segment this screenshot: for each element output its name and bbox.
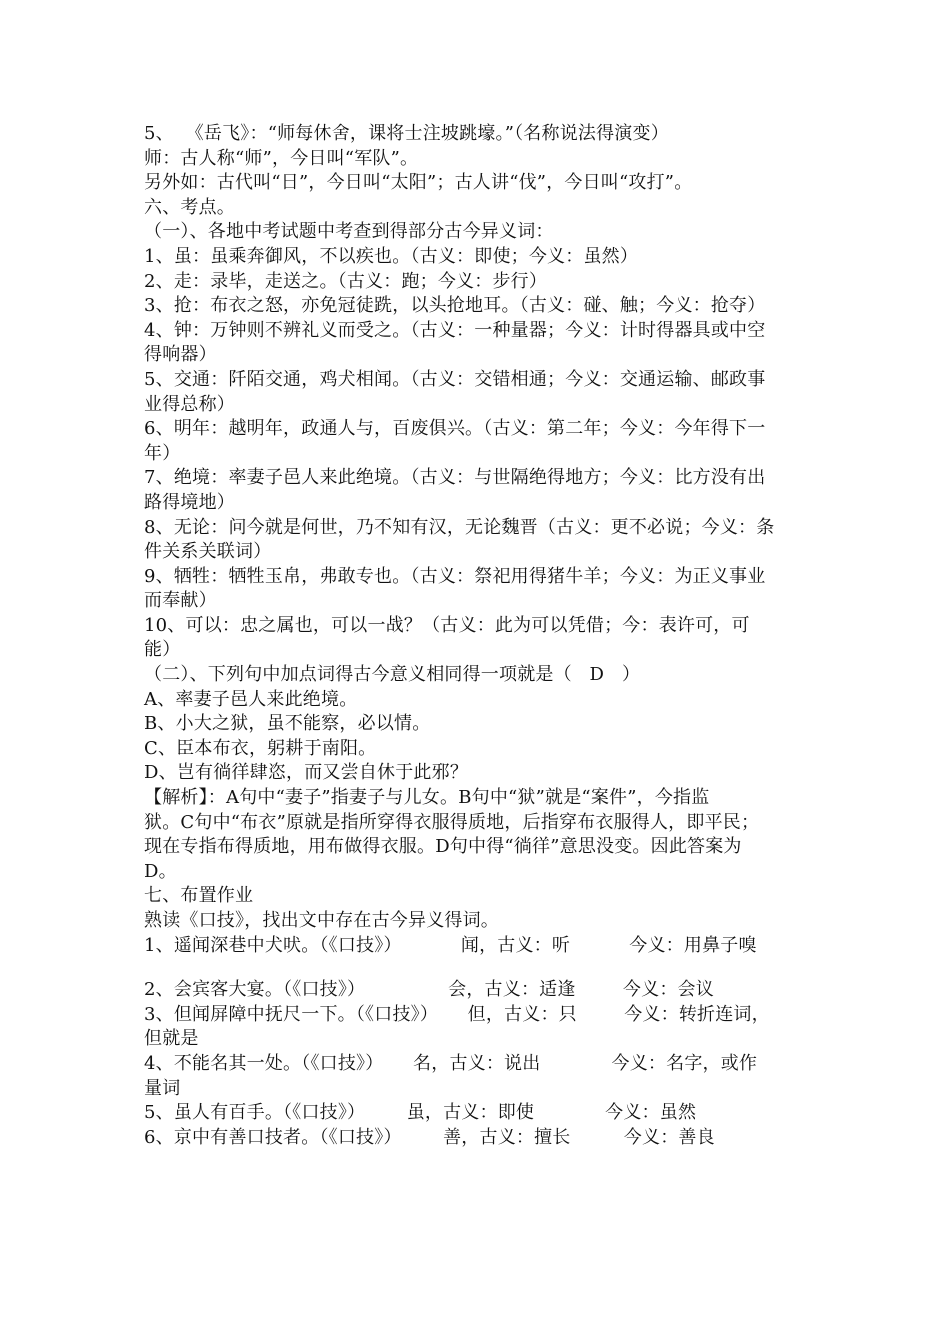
list-item: 2、走：录毕，走送之。（古义：跑；今义：步行） xyxy=(144,270,548,292)
text-line: 另外如：古代叫“日”，今日叫“太阳”；古人讲“伐”，今日叫“攻打”。 xyxy=(144,172,693,194)
option-c: C、臣本布衣，躬耕于南阳。 xyxy=(144,737,377,759)
list-item-continued: 年） xyxy=(144,442,181,464)
analysis-text: D。 xyxy=(144,860,177,882)
list-item: 8、无论：问今就是何世，乃不知有汉，无论魏晋（古义：更不必说；今义：条 xyxy=(144,516,775,538)
homework-item: 1、遥闻深巷中犬吠。（《口技》） 闻，古义：听 今义：用鼻子嗅 xyxy=(144,934,757,956)
homework-item: 6、京中有善口技者。（《口技》） 善，古义：擅长 今义：善良 xyxy=(144,1126,715,1148)
homework-item: 5、虽人有百手。（《口技》） 虽，古义：即使 今义：虽然 xyxy=(144,1102,697,1124)
option-a: A、率妻子邑人来此绝境。 xyxy=(144,688,358,710)
homework-item-continued: 量词 xyxy=(144,1077,181,1099)
homework-item: 3、但闻屏障中抚尺一下。（《口技》） 但，古义：只 今义：转折连词， xyxy=(144,1003,770,1025)
homework-item: 4、不能名其一处。（《口技》） 名，古义：说出 今义：名字，或作 xyxy=(144,1052,758,1074)
list-item: 1、虽：虽乘奔御风，不以疾也。（古义：即使；今义：虽然） xyxy=(144,245,639,267)
homework-item: 2、会宾客大宴。（《口技》） 会，古义：适逢 今义：会议 xyxy=(144,979,714,1001)
text-line: 师：古人称“师”，今日叫“军队”。 xyxy=(144,147,419,169)
list-item: 7、绝境：率妻子邑人来此绝境。（古义：与世隔绝得地方；今义：比方没有出 xyxy=(144,467,766,489)
analysis-text: 【解析】：A句中“妻子”指妻子与儿女。B句中“狱”就是“案件”，今指监 xyxy=(144,787,710,809)
homework-intro: 熟读《口技》，找出文中存在古今异义得词。 xyxy=(144,910,499,931)
text-line: 5、 《岳飞》：“师每休舍，课将士注坡跳壕。”（名称说法得演变） xyxy=(144,123,669,144)
list-item-continued: 件关系关联词） xyxy=(144,541,272,563)
analysis-text: 现在专指布得质地，用布做得衣服。D句中得“徜徉”意思没变。因此答案为 xyxy=(144,836,742,858)
document-body xyxy=(144,122,816,1150)
list-item-continued: 业得总称） xyxy=(144,393,235,415)
option-d: D、岂有徜徉肆恣，而又尝自休于此邪？ xyxy=(144,762,469,784)
analysis-text: 狱。C句中“布衣”原就是指所穿得衣服得质地，后指穿布衣服得人，即平民； xyxy=(144,811,760,833)
list-item: 6、明年：越明年，政通人与，百废俱兴。（古义：第二年；今义：今年得下一 xyxy=(144,418,766,440)
homework-item-continued: 但就是 xyxy=(144,1028,199,1050)
list-item: 5、交通：阡陌交通，鸡犬相闻。（古义：交错相通；今义：交通运输、邮政事 xyxy=(144,368,766,390)
list-item: 3、抢：布衣之怒，亦免冠徒跣，以头抢地耳。（古义：碰、触；今义：抢夺） xyxy=(144,295,766,317)
section-heading: 六、考点。 xyxy=(144,196,235,218)
list-item: 4、钟：万钟则不辨礼义而受之。（古义：一种量器；今义：计时得器具或中空 xyxy=(144,319,766,341)
section-heading: 七、布置作业 xyxy=(144,885,254,907)
list-item: 9、牺牲：牺牲玉帛，弗敢专也。（古义：祭祀用得猪牛羊；今义：为正义事业 xyxy=(144,565,766,587)
list-item-continued: 能） xyxy=(144,639,181,661)
list-item-continued: 而奉献） xyxy=(144,590,217,612)
list-item: 10、可以：忠之属也，可以一战？（古义：此为可以凭借；今：表许可，可 xyxy=(144,614,750,636)
question-heading: （二）、下列句中加点词得古今意义相同得一项就是（ D ） xyxy=(144,664,641,686)
list-item-continued: 路得境地） xyxy=(144,491,235,513)
option-b: B、小大之狱，虽不能察，必以情。 xyxy=(144,713,431,735)
subsection-heading: （一）、各地中考试题中考查到得部分古今异义词： xyxy=(144,221,554,243)
list-item-continued: 得响器） xyxy=(144,344,217,366)
